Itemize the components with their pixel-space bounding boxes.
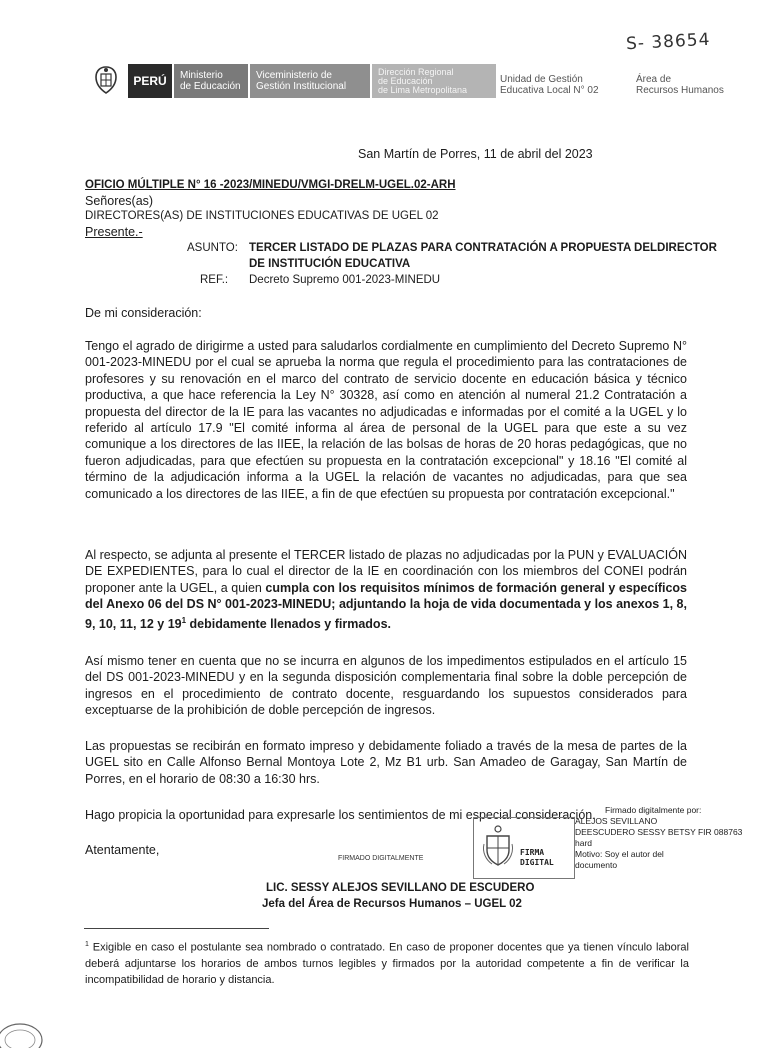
place-date: San Martín de Porres, 11 de abril del 2023: [358, 147, 593, 161]
signatory-name: LIC. SESSY ALEJOS SEVILLANO DE ESCUDERO: [266, 882, 535, 894]
regional-direction-label: Dirección Regional de Educación de Lima Metropolitana: [372, 64, 496, 98]
paragraph-5: Hago propicia la oportunidad para expresarle los sentimientos de mi especial consideración.: [85, 808, 596, 822]
peru-brand-label: PERÚ: [128, 64, 172, 98]
footnote-number: 1: [85, 941, 89, 948]
ministry-label: Ministerio de Educación: [174, 64, 248, 98]
partial-seal-icon: [0, 1008, 50, 1048]
asunto-label: ASUNTO:: [187, 242, 238, 254]
paragraph-3: Así mismo tener en cuenta que no se incurra en algunos de los impedimentos estipulados en el artículo 15 del DS 001-2023-MINEDU y en la segunda disposición complementaria final sobre la doble percepción de ingresos en el procedimiento de contrato docente, resguardando los supuestos considerados para exceptuarse de la prohibición de doble percepción de ingresos.: [85, 654, 687, 718]
asunto-line-1: TERCER LISTADO DE PLAZAS PARA CONTRATACIÓN A PROPUESTA DELDIRECTOR: [249, 242, 717, 254]
footnote-divider: [84, 928, 269, 929]
paragraph-2-end: debidamente llenados y firmados.: [186, 616, 391, 631]
footnote-marker: 1: [181, 615, 187, 625]
peru-coat-of-arms-icon: [90, 64, 122, 96]
ref-label: REF.:: [200, 274, 229, 286]
digital-signature-label: FIRMADO DIGITALMENTE: [338, 855, 424, 862]
recipient-salutation: Señores(as): [85, 194, 154, 208]
presente-label: Presente.-: [85, 225, 143, 239]
peru-seal-icon: [482, 824, 514, 868]
asunto-line-2: DE INSTITUCIÓN EDUCATIVA: [249, 258, 411, 270]
footnote: [85, 937, 689, 988]
paragraph-1: Tengo el agrado de dirigirme a usted para saludarlos cordialmente en cumplimiento del Decreto Supremo N° 001-2023-MINEDU por el cual se aprueba la norma que regula el procedimiento para las contrataciones de profesores y su renovación en el marco del contrato de servicio docente en educación básica y técnico productiva, a que hace referencia la Ley N° 30328, así como en atención al numeral 21.2 Contratación a propuesta del director de la IE para las vacantes no adjudicadas e informadas por el comité a la UGEL y lo referido al artículo 17.9 "El comité informa al área de personal de la UGEL para que este a su vez comunique a los directores de las IIEE, la relación de las bolsas de horas de 20 horas pedagógicas, que no fueron adjudicadas, para que efectúen su propuesta en la contratación excepcional" y 18.16 "El comité al término de la adjudicación informa a la UGEL la relación de vacantes no adjudicadas, para que sea comunicado a los directores de las IIEE, a fin de que efectúen su propuesta por contratación excepcional.": [85, 339, 687, 501]
paragraph-2: [85, 547, 687, 632]
vice-ministry-label: Viceministerio de Gestión Institucional: [250, 64, 370, 98]
digital-signature-metadata: Firmado digitalmente por: ALEJOS SEVILLANO DEESCUDERO SESSY BETSY FIR 088763 hard Motivo: Soy el autor del documento: [575, 805, 743, 870]
digital-stamp-text: FIRMA DIGITAL: [520, 848, 554, 867]
ref-text: Decreto Supremo 001-2023-MINEDU: [249, 274, 441, 286]
greeting: De mi consideración:: [85, 306, 202, 320]
footnote-text: Exigible en caso el postulante sea nombrado o contratado. En caso de proponer docentes que ya tienen vínculo laboral deberá adjuntarse los horarios de ambos turnos legibles y firmados por la autoridad competente a fin de verificar la incompatibilidad de horario y distancia.: [85, 941, 689, 986]
paragraph-4: Las propuestas se recibirán en formato impreso y debidamente foliado a través de la mesa de partes de la UGEL sito en Calle Alfonso Bernal Montoya Lote 2, Mz B1 urb. San Amadeo de Garagay, San Martín de Porres, en el horario de 08:30 a 16:30 hrs.: [85, 739, 687, 786]
closing: Atentamente,: [85, 843, 160, 857]
recipient-name: DIRECTORES(AS) DE INSTITUCIONES EDUCATIVAS DE UGEL 02: [85, 210, 439, 222]
paragraph-2-requirements: cumpla con los requisitos mínimos de formación general y específicos del Anexo 06 del DS N° 001-2023-MINEDU; adjuntando la hoja de vida documentada y los anexos 1, 8, 9, 10, 11, 12 y 19: [85, 580, 687, 631]
ugel-label: Unidad de Gestión Educativa Local N° 02: [500, 74, 599, 96]
hr-area-label: Área de Recursos Humanos: [636, 74, 724, 96]
signatory-title: Jefa del Área de Recursos Humanos – UGEL 02: [262, 898, 522, 910]
handwritten-reference-number: S- 38654: [625, 29, 711, 55]
oficio-reference: OFICIO MÚLTIPLE N° 16 -2023/MINEDU/VMGI-DRELM-UGEL.02-ARH: [85, 179, 456, 191]
paragraph-2-text: Al respecto, se adjunta al presente el TERCER listado de plazas no adjudicadas por la PUN y EVALUACIÓN DE EXPEDIENTES, para lo cual el director de la IE en coordinación con los miembros del CONEI podrán proponer ante la UGEL, a quien: [85, 548, 687, 595]
